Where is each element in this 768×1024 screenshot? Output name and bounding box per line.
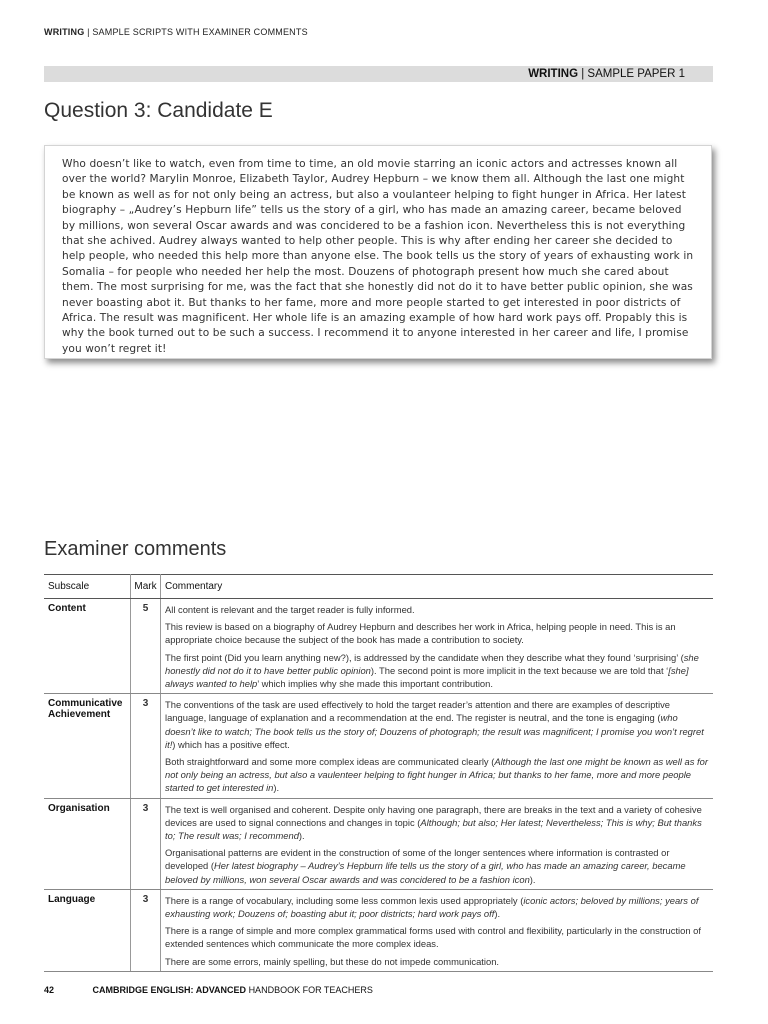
commentary-paragraph [165,755,709,795]
table-row [44,599,713,694]
commentary-quote: she honestly did not do it to have better public opinion [165,651,699,676]
table-row [44,889,713,971]
candidate-script-text: Who doesn’t like to watch, even from time to time, an old movie starring an iconic actors and actresses known all over the world? Marylin Monroe, Elizabeth Taylor, Audrey Hepburn – we know them all. Although the last one might be known as well as for not only being an actress, but also a voulanteer helping to fight hunger in Africa. Her latest biography – „Audrey’s Hepburn life” tells us the story of a girl, who has made an amazing career, became beloved by millions, won several Oscar awards and was concidered to be a fashion icon. Nevertheless this is not everything that she achived. Audrey always wanted to help other people. This is why after ending her career she decided to help people, who needed this help more than anyone else. The book tells us the story of years of exhausting work in Somalia – for people who needed her help the most. Douzens of photograph present how much she cared about them. The most surprising for me, was the fact that she honestly did not do it to have better public opinion, she was never boasting abot it. But thanks to her fame, more and more people started to get interested in poor districts of Africa. The result was magnificent. Her whole life is an amazing example of how hard work pays off. Propably this is why the book turned out to be such a success. I recommend it to anyone interested in her career and life, I promise you won’t regret it! [62,158,694,355]
subscale-cell: Content [44,599,131,694]
commentary-paragraph [165,803,709,843]
table-row [44,694,713,798]
section-bar [44,66,713,82]
commentary-quote: Her latest biography – Audrey’s Hepburn life tells us the story of a girl, who has made an amazing career, became beloved by millions, won several Oscar awards and was concidered to be a fashion icon [165,860,686,885]
subscale-cell: Language [44,889,131,971]
commentary-text: ’ which implies why she made this important contribution. [257,678,493,690]
commentary-text: ). The second point is more implicit in the text because we are told that ‘ [370,664,669,676]
commentary-paragraph [165,894,709,920]
commentary-text: There are some errors, mainly spelling, but these do not impede communication. [165,955,500,967]
footer [44,985,373,995]
commentary-cell [161,889,714,971]
running-head-subtitle: SAMPLE SCRIPTS WITH EXAMINER COMMENTS [92,27,308,37]
commentary-quote: iconic actors; beloved by millions; years of exhausting work; Douzens of; boasting abut it; poor districts; hard work pays off [165,894,699,920]
mark-cell: 3 [131,694,161,798]
commentary-paragraph [165,924,709,950]
section-bar-label: WRITING [528,68,579,80]
commentary-text: ). [494,908,501,920]
commentary-quote: who doesn’t like to watch; The book tells us the story of; Douzens of photograph; the result was magnificent; I promise you won’t regret it! [165,712,704,750]
commentary-text: The text is well organised and coherent. Despite only having one paragraph, there are breaks in the text and a variety of cohesive devices are used to signal connections and changes in topic ( [165,803,702,828]
commentary-paragraph [165,620,709,646]
footer-brand: CAMBRIDGE ENGLISH: ADVANCED [92,985,247,995]
commentary-quote: [she] always wanted to help [165,664,689,690]
commentary-text: ). [298,830,305,842]
running-head-separator: | [87,27,90,37]
commentary-text: All content is relevant and the target reader is fully informed. [165,604,415,615]
commentary-text: There is a range of simple and more complex grammatical forms used with control and flexibility, particularly in the construction of extended sentences which communicate the more complex ideas. [165,925,701,950]
commentary-paragraph [165,698,709,751]
page-number: 42 [44,985,55,995]
running-head-section: WRITING [44,27,85,37]
mark-cell: 3 [131,798,161,889]
header-subscale: Subscale [44,575,131,599]
subscale-cell: Organisation [44,798,131,889]
section-bar-paper: SAMPLE PAPER 1 [587,68,685,80]
mark-cell: 3 [131,889,161,971]
running-head [44,27,308,37]
examiner-comments-title: Examiner comments [44,538,227,560]
commentary-paragraph [165,846,709,886]
examiner-comments-table [44,574,713,972]
commentary-text: The first point (Did you learn anything new?), is addressed by the candidate when they describe what they found ‘surprising’ ( [165,651,684,663]
header-mark: Mark [131,575,161,599]
commentary-text: Both straightforward and some more complex ideas are communicated clearly ( [165,756,495,768]
commentary-text: This review is based on a biography of Audrey Hepburn and describes her work in Africa, helping people in need. This is an appropriate choice because the subject of the book has made a contribution to society. [165,621,676,646]
table-header-row [44,575,713,599]
table-row [44,798,713,889]
commentary-cell [161,599,714,694]
commentary-text: ) which has a positive effect. [172,738,290,750]
subscale-cell: Communicative Achievement [44,694,131,798]
commentary-paragraph [165,603,709,616]
commentary-paragraph [165,651,709,691]
footer-title: HANDBOOK FOR TEACHERS [248,985,373,995]
commentary-quote: Although the last one might be known as well as for not only being an actress, but also a vaulenteer helping to fight hunger in Africa; but thanks to her fame, more and more people started to get interested in [165,756,708,794]
question-title: Question 3: Candidate E [44,99,273,122]
commentary-text: Organisational patterns are evident in the construction of some of the longer sentences where information is contrasted or developed ( [165,847,670,872]
commentary-text: ). [273,782,280,794]
candidate-script-box [44,145,712,359]
commentary-cell [161,798,714,889]
commentary-cell [161,694,714,798]
mark-cell: 5 [131,599,161,694]
commentary-text: There is a range of vocabulary, including some less common lexis used appropriately ( [165,894,524,906]
section-bar-separator: | [581,68,585,80]
commentary-quote: Although; but also; Her latest; Nevertheless; This is why; But thanks to; The result was; I recommend [165,816,702,842]
table-body [44,599,713,972]
commentary-text: ). [529,873,536,885]
header-commentary: Commentary [161,575,714,599]
commentary-paragraph [165,955,709,968]
commentary-text: The conventions of the task are used effectively to hold the target reader’s attention and there are examples of descriptive language, language of explanation and a recommendation at the end. The register is neutral, and the tone is engaging ( [165,699,670,724]
